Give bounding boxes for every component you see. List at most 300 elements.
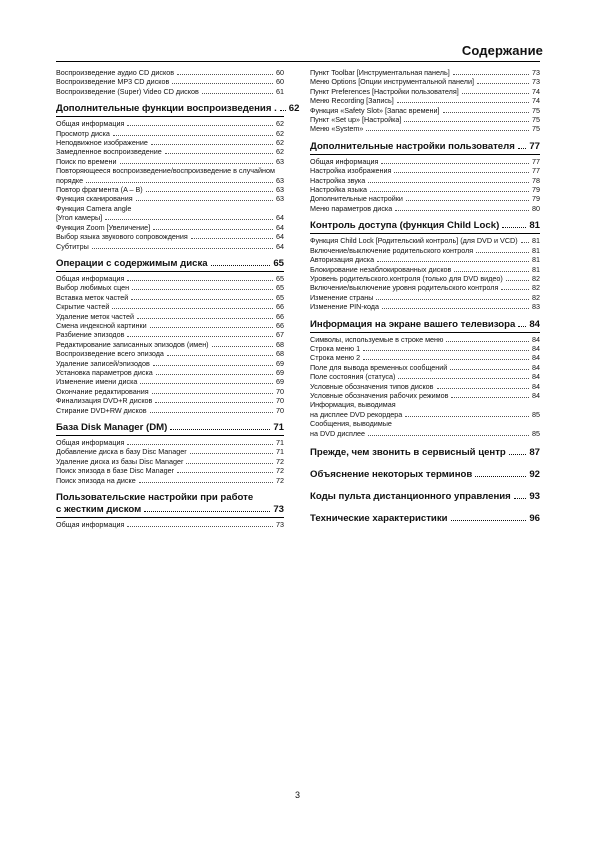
toc-entry-page: 75 — [532, 105, 540, 115]
section-heading-title-line2: с жестким диском — [56, 504, 142, 516]
toc-entry-page: 68 — [276, 339, 284, 349]
toc-entry-title: Добавление диска в базу Disc Manager — [56, 447, 187, 457]
toc-entry-title: Поиск по времени — [56, 156, 117, 166]
toc-entry[interactable] — [310, 283, 540, 292]
toc-entry[interactable] — [310, 391, 540, 400]
toc-entry-title: Условные обозначения типов дисков — [310, 381, 434, 391]
dot-leader — [152, 393, 273, 394]
section-heading-page: 93 — [529, 491, 540, 502]
toc-entry-page: 82 — [532, 283, 540, 293]
toc-entry-title: Строка меню 1 — [310, 343, 361, 353]
dot-leader — [280, 110, 286, 111]
toc-entry[interactable] — [56, 321, 284, 330]
toc-entry[interactable] — [56, 406, 284, 415]
toc-entry-page: 81 — [532, 245, 540, 255]
toc-entry-page: 75 — [532, 124, 540, 134]
toc-entry-title: Дополнительные настройки — [310, 194, 403, 204]
section-heading-title: Операции с содержимым диска — [56, 257, 208, 269]
toc-entry[interactable] — [56, 166, 284, 175]
toc-entry-page: 74 — [532, 86, 540, 96]
toc-entry-page: 69 — [276, 367, 284, 377]
section-heading[interactable] — [56, 422, 284, 436]
toc-entry-title: Поле для вывода временных сообщений — [310, 362, 448, 372]
toc-entry-page: 64 — [276, 213, 284, 223]
toc-entry-title: Сообщения, выводимые — [310, 419, 392, 429]
toc-entry-title: Поиск эпизода в базе Disc Manager — [56, 466, 174, 476]
toc-entry[interactable] — [310, 344, 540, 353]
toc-entry[interactable] — [310, 176, 540, 185]
toc-entry[interactable] — [310, 410, 540, 419]
toc-entry-page: 71 — [276, 438, 284, 447]
toc-entry[interactable] — [56, 283, 284, 292]
section-heading-page: 92 — [529, 469, 540, 480]
dot-leader — [454, 271, 529, 272]
toc-entry[interactable] — [310, 429, 540, 438]
section-heading-page: 71 — [273, 422, 284, 433]
dot-leader — [137, 318, 273, 319]
toc-entry-title: Финализация DVD+R дисков — [56, 396, 153, 406]
dot-leader — [190, 453, 273, 454]
toc-entry-page: 69 — [276, 377, 284, 387]
toc-entry-title: Поле состояния (статуса) — [310, 372, 396, 382]
toc-entry-page: 65 — [276, 283, 284, 293]
toc-entry[interactable] — [310, 382, 540, 391]
toc-entry[interactable] — [56, 147, 284, 156]
toc-entry-page: 72 — [276, 475, 284, 485]
dot-leader — [475, 476, 526, 477]
toc-entry[interactable] — [56, 68, 284, 77]
dot-leader — [370, 191, 529, 192]
toc-entry-title: Субтитры — [56, 241, 89, 251]
toc-entry-title: Разбиение эпизодов — [56, 330, 125, 340]
toc-entry-title: Блокирование незаблокированных дисков — [310, 264, 452, 274]
toc-entry-page: 77 — [532, 166, 540, 176]
toc-entry[interactable] — [56, 138, 284, 147]
dot-leader — [153, 229, 273, 230]
page-number: 3 — [294, 790, 300, 800]
dot-leader — [501, 289, 529, 290]
section-heading[interactable] — [56, 103, 300, 117]
toc-entry-page: 83 — [532, 302, 540, 312]
toc-entry-title: Скрытие частей — [56, 302, 110, 312]
dot-leader — [502, 227, 526, 228]
dot-leader — [86, 182, 273, 183]
toc-entry-title: Изменение PIN-кода — [310, 302, 379, 312]
dot-leader — [139, 482, 273, 483]
toc-entry[interactable] — [56, 87, 284, 96]
section-heading-title: Дополнительные функции воспроизведения . — [56, 103, 277, 115]
dot-leader — [368, 435, 529, 436]
section-heading-page: 77 — [529, 140, 540, 152]
section-heading[interactable] — [310, 220, 540, 234]
toc-entry-page: 65 — [276, 273, 284, 283]
toc-entry-title: Воспроизведение всего эпизода — [56, 349, 164, 359]
toc-entry-page: 84 — [532, 372, 540, 382]
toc-entry[interactable] — [56, 457, 284, 466]
toc-entry-page: 63 — [276, 185, 284, 195]
toc-entry[interactable] — [56, 274, 284, 283]
dot-leader — [518, 148, 527, 149]
section-heading-title-line1: Пользовательские настройки при работе — [56, 492, 254, 504]
section-heading-title: Контроль доступа (функция Child Lock) — [310, 220, 500, 232]
section-heading-title: Технические характеристики — [310, 513, 448, 524]
toc-entry-title: на дисплее DVD рекордера — [310, 409, 403, 419]
section-heading[interactable] — [310, 469, 540, 482]
section-heading-page: 84 — [529, 318, 540, 330]
toc-entry[interactable] — [56, 77, 284, 86]
toc-entry-page: 64 — [276, 241, 284, 251]
toc-entry-title: Изменение страны — [310, 292, 374, 302]
toc-entry[interactable] — [310, 400, 540, 409]
dot-leader — [446, 341, 529, 342]
toc-entry-title: Функция Camera angle — [56, 203, 132, 213]
toc-entry[interactable] — [310, 96, 540, 105]
toc-entry-title: Настройка языка — [310, 185, 368, 195]
dot-leader — [462, 93, 529, 94]
toc-entry-title: Выбор любимых сцен — [56, 283, 130, 293]
section-heading[interactable] — [310, 319, 540, 333]
toc-entry[interactable] — [310, 115, 540, 124]
toc-entry[interactable] — [310, 68, 540, 77]
toc-entry-title: Строка меню 2 — [310, 353, 361, 363]
toc-entry[interactable] — [310, 236, 540, 245]
dot-leader — [92, 248, 273, 249]
toc-entry-title: Редактирование записанных эпизодов (имен) — [56, 339, 209, 349]
toc-entry[interactable] — [56, 396, 284, 405]
toc-entry-page: 81 — [532, 255, 540, 265]
toc-entry-page: 84 — [532, 362, 540, 372]
toc-entry-page: 75 — [532, 115, 540, 125]
toc-entry-title: Общая информация — [56, 520, 125, 530]
toc-entry-page: 66 — [276, 320, 284, 330]
section-heading[interactable] — [310, 513, 540, 526]
toc-entry-page: 63 — [276, 175, 284, 185]
toc-entry-title: Функция Child Lock [Родительский контроль] (для DVD и VCD) — [310, 236, 518, 246]
toc-entry[interactable] — [310, 419, 540, 428]
toc-entry[interactable] — [310, 204, 540, 213]
toc-entry-page: 72 — [276, 456, 284, 466]
toc-entry[interactable] — [310, 274, 540, 283]
toc-entry[interactable] — [56, 349, 284, 358]
section-heading-title: Прежде, чем звонить в сервисный центр — [310, 447, 506, 458]
toc-entry[interactable] — [310, 372, 540, 381]
dot-leader — [476, 252, 529, 253]
toc-entry-title: Условные обозначения рабочих режимов — [310, 390, 449, 400]
toc-entry-title: Замедленное воспроизведение — [56, 147, 162, 157]
toc-entry-title: Общая информация — [56, 438, 125, 447]
toc-entry-page: 63 — [276, 194, 284, 204]
toc-entry-title: Пункт Preferences [Настройки пользователя] — [310, 86, 459, 96]
dot-leader — [127, 280, 273, 281]
toc-entry-title: Настройка изображения — [310, 166, 392, 176]
toc-entry-title: Информация, выводимая — [310, 400, 396, 410]
toc-entry-page: 65 — [276, 292, 284, 302]
dot-leader — [186, 463, 273, 464]
toc-entry-title: Меню «System» — [310, 124, 364, 134]
toc-entry-page: 85 — [532, 428, 540, 438]
toc-entry-page: 85 — [532, 409, 540, 419]
toc-entry-page: 70 — [276, 386, 284, 396]
toc-entry-page: 84 — [532, 390, 540, 400]
dot-leader — [151, 144, 273, 145]
toc-entry[interactable] — [56, 520, 284, 529]
toc-entry[interactable] — [310, 293, 540, 302]
dot-leader — [477, 83, 529, 84]
toc-entry-title: Меню параметров диска — [310, 203, 393, 213]
toc-entry-page: 67 — [276, 330, 284, 340]
toc-entry-page: 62 — [276, 119, 284, 129]
section-heading-page: 81 — [529, 220, 540, 232]
dot-leader — [377, 261, 529, 262]
toc-entry-page: 60 — [276, 68, 284, 77]
section-heading-title: Коды пульта дистанционного управления — [310, 491, 511, 502]
dot-leader — [368, 182, 529, 183]
dot-leader — [211, 265, 271, 266]
toc-entry[interactable] — [310, 157, 540, 166]
dot-leader — [172, 83, 273, 84]
toc-entry[interactable] — [56, 438, 284, 447]
toc-entry[interactable] — [56, 330, 284, 339]
dot-leader — [150, 327, 273, 328]
toc-entry-title: Уровень родительского.контроля (только для DVD видео) — [310, 273, 503, 283]
header-rule — [56, 61, 540, 62]
toc-right-column — [310, 68, 540, 526]
toc-entry-title: Поиск эпизода на диске — [56, 475, 136, 485]
toc-entry[interactable] — [56, 377, 284, 386]
toc-entry-page: 73 — [532, 68, 540, 77]
toc-entry-page: 74 — [532, 96, 540, 106]
dot-leader — [398, 378, 529, 379]
toc-entry-page: 64 — [276, 232, 284, 242]
dot-leader — [170, 429, 270, 430]
dot-leader — [112, 308, 273, 309]
dot-leader — [127, 125, 273, 126]
dot-leader — [165, 153, 273, 154]
toc-entry-title: Меню Recording [Запись] — [310, 96, 394, 106]
toc-entry[interactable] — [56, 312, 284, 321]
dot-leader — [405, 416, 529, 417]
toc-entry-page: 63 — [276, 156, 284, 166]
toc-entry-title: Авторизация диска — [310, 255, 375, 265]
dot-leader — [453, 74, 529, 75]
section-heading-page: 96 — [529, 513, 540, 524]
toc-entry-page: 62 — [276, 147, 284, 157]
toc-entry-title: Изменение имени диска — [56, 377, 138, 387]
dot-leader — [127, 444, 273, 445]
toc-entry-title: Пункт Toolbar [Инструментальная панель] — [310, 68, 450, 77]
dot-leader — [451, 397, 529, 398]
dot-leader — [113, 135, 273, 136]
toc-entry-title: Повторяющееся воспроизведение/воспроизведение в случайном — [56, 166, 275, 176]
toc-entry-page: 66 — [276, 302, 284, 312]
section-heading-page: 62 — [288, 103, 300, 115]
toc-entry[interactable] — [310, 265, 540, 274]
dot-leader — [202, 93, 273, 94]
toc-entry[interactable] — [310, 246, 540, 255]
dot-leader — [451, 520, 527, 521]
toc-entry[interactable] — [56, 368, 284, 377]
toc-entry[interactable] — [310, 302, 540, 311]
dot-leader — [437, 388, 529, 389]
toc-entry-page: 73 — [532, 77, 540, 87]
toc-entry-title: [Угол камеры] — [56, 213, 103, 223]
dot-leader — [146, 191, 273, 192]
toc-entry[interactable] — [56, 476, 284, 485]
dot-leader — [363, 359, 529, 360]
toc-entry-title: Включение/выключение родительского контроля — [310, 245, 474, 255]
toc-entry-page: 80 — [532, 203, 540, 213]
toc-entry[interactable] — [56, 185, 284, 194]
toc-entry-title: Воспроизведение аудио CD дисков — [56, 68, 175, 77]
toc-entry[interactable] — [310, 353, 540, 362]
toc-entry-title: Удаление записей/эпизодов — [56, 358, 150, 368]
dot-leader — [397, 102, 529, 103]
section-heading-title: Информация на экране вашего телевизора — [310, 318, 516, 330]
toc-entry[interactable] — [310, 166, 540, 175]
toc-entry[interactable] — [56, 176, 284, 185]
toc-entry-title: Вставка меток частей — [56, 292, 129, 302]
toc-entry-title: Функция «Safety Slot» [Запас времени] — [310, 105, 440, 115]
toc-entry[interactable] — [56, 447, 284, 456]
toc-entry[interactable] — [56, 223, 284, 232]
dot-leader — [132, 289, 273, 290]
toc-entry-title: Воспроизведение (Super) Video CD дисков — [56, 86, 199, 96]
dot-leader — [506, 280, 529, 281]
toc-entry[interactable] — [310, 87, 540, 96]
dot-leader — [518, 326, 526, 327]
toc-entry-title: Настройка звука — [310, 175, 366, 185]
dot-leader — [406, 200, 529, 201]
toc-left-column — [56, 68, 300, 530]
toc-entry-page: 77 — [532, 156, 540, 166]
toc-entry-title: Общая информация — [56, 273, 125, 283]
dot-leader — [153, 365, 273, 366]
toc-entry[interactable] — [310, 335, 540, 344]
toc-entry-page: 60 — [276, 77, 284, 87]
toc-entry-page: 84 — [532, 334, 540, 344]
dot-leader — [150, 412, 273, 413]
dot-leader — [131, 299, 273, 300]
toc-entry-title: Функция Zoom [Увеличение] — [56, 222, 151, 232]
toc-entry-title: Установка параметров диска — [56, 367, 153, 377]
dot-leader — [363, 350, 529, 351]
toc-entry[interactable] — [56, 340, 284, 349]
toc-entry-title: порядке — [56, 175, 84, 185]
toc-entry-title: Повтор фрагмента (A – B) — [56, 185, 143, 195]
toc-entry[interactable] — [56, 293, 284, 302]
toc-entry-page: 61 — [276, 86, 284, 96]
dot-leader — [177, 472, 273, 473]
toc-entry-page: 62 — [276, 138, 284, 148]
toc-entry-title: Просмотр диска — [56, 128, 110, 138]
dot-leader — [443, 112, 530, 113]
toc-entry[interactable] — [56, 194, 284, 203]
dot-leader — [156, 374, 273, 375]
section-heading[interactable] — [310, 447, 540, 460]
toc-entry-page: 62 — [276, 128, 284, 138]
toc-entry[interactable] — [56, 129, 284, 138]
toc-entry-title: Удаление диска из базы Disc Manager — [56, 456, 184, 466]
toc-entry[interactable] — [310, 255, 540, 264]
section-heading-page: 73 — [273, 504, 284, 516]
toc-entry[interactable] — [56, 302, 284, 311]
section-heading[interactable] — [310, 491, 540, 504]
toc-entry-page: 73 — [276, 520, 284, 530]
section-heading-title: База Disk Manager (DM) — [56, 422, 168, 433]
toc-entry[interactable] — [56, 242, 284, 251]
toc-entry-title: Выбор языка звукового сопровождения — [56, 232, 188, 242]
section-heading[interactable] — [56, 492, 284, 518]
toc-entry[interactable] — [56, 359, 284, 368]
dot-leader — [120, 163, 273, 164]
toc-entry-page: 68 — [276, 349, 284, 359]
dot-leader — [514, 498, 527, 499]
dot-leader — [509, 454, 527, 455]
toc-entry-title: Символы, используемые в строке меню — [310, 334, 444, 344]
dot-leader — [140, 383, 273, 384]
toc-entry[interactable] — [310, 106, 540, 115]
toc-entry-page: 69 — [276, 358, 284, 368]
section-heading-page: 87 — [529, 447, 540, 458]
dot-leader — [127, 526, 273, 527]
toc-entry[interactable] — [56, 387, 284, 396]
dot-leader — [450, 369, 529, 370]
toc-entry[interactable] — [310, 77, 540, 86]
page-title: Содержание — [461, 43, 543, 58]
dot-leader — [376, 299, 529, 300]
dot-leader — [177, 74, 273, 75]
toc-entry-page: 82 — [532, 273, 540, 283]
toc-entry-title: Включение/выключение уровня родительского контроля — [310, 283, 499, 293]
toc-entry[interactable] — [56, 204, 284, 213]
toc-entry[interactable] — [56, 157, 284, 166]
toc-entry-page: 78 — [532, 175, 540, 185]
toc-entry-title: на DVD дисплее — [310, 428, 366, 438]
toc-entry-title: Общая информация — [56, 119, 125, 129]
dot-leader — [404, 121, 529, 122]
toc-entry-page: 79 — [532, 194, 540, 204]
toc-entry-page: 71 — [276, 447, 284, 457]
dot-leader — [521, 242, 529, 243]
toc-entry[interactable] — [56, 119, 284, 128]
toc-entry[interactable] — [310, 124, 540, 133]
toc-entry-page: 66 — [276, 311, 284, 321]
toc-entry[interactable] — [56, 466, 284, 475]
section-heading[interactable] — [56, 258, 284, 272]
toc-entry-page: 70 — [276, 405, 284, 415]
toc-entry-page: 64 — [276, 222, 284, 232]
toc-entry[interactable] — [56, 232, 284, 241]
dot-leader — [394, 172, 529, 173]
toc-entry-title: Смена индексной картинки — [56, 320, 147, 330]
toc-entry[interactable] — [310, 363, 540, 372]
dot-leader — [127, 336, 273, 337]
dot-leader — [191, 238, 273, 239]
toc-entry-page: 72 — [276, 466, 284, 476]
dot-leader — [212, 346, 273, 347]
dot-leader — [381, 163, 529, 164]
toc-entry[interactable] — [310, 194, 540, 203]
toc-entry-page: 84 — [532, 353, 540, 363]
toc-entry[interactable] — [56, 213, 284, 222]
toc-entry-title: Пункт «Set up» [Настройка] — [310, 115, 402, 125]
toc-entry-title: Функция сканирования — [56, 194, 133, 204]
toc-entry-title: Неподвижное изображение — [56, 138, 148, 148]
toc-entry-title: Общая информация — [310, 156, 379, 166]
section-heading-page: 65 — [273, 257, 284, 269]
toc-entry[interactable] — [310, 185, 540, 194]
section-heading[interactable] — [310, 141, 540, 155]
